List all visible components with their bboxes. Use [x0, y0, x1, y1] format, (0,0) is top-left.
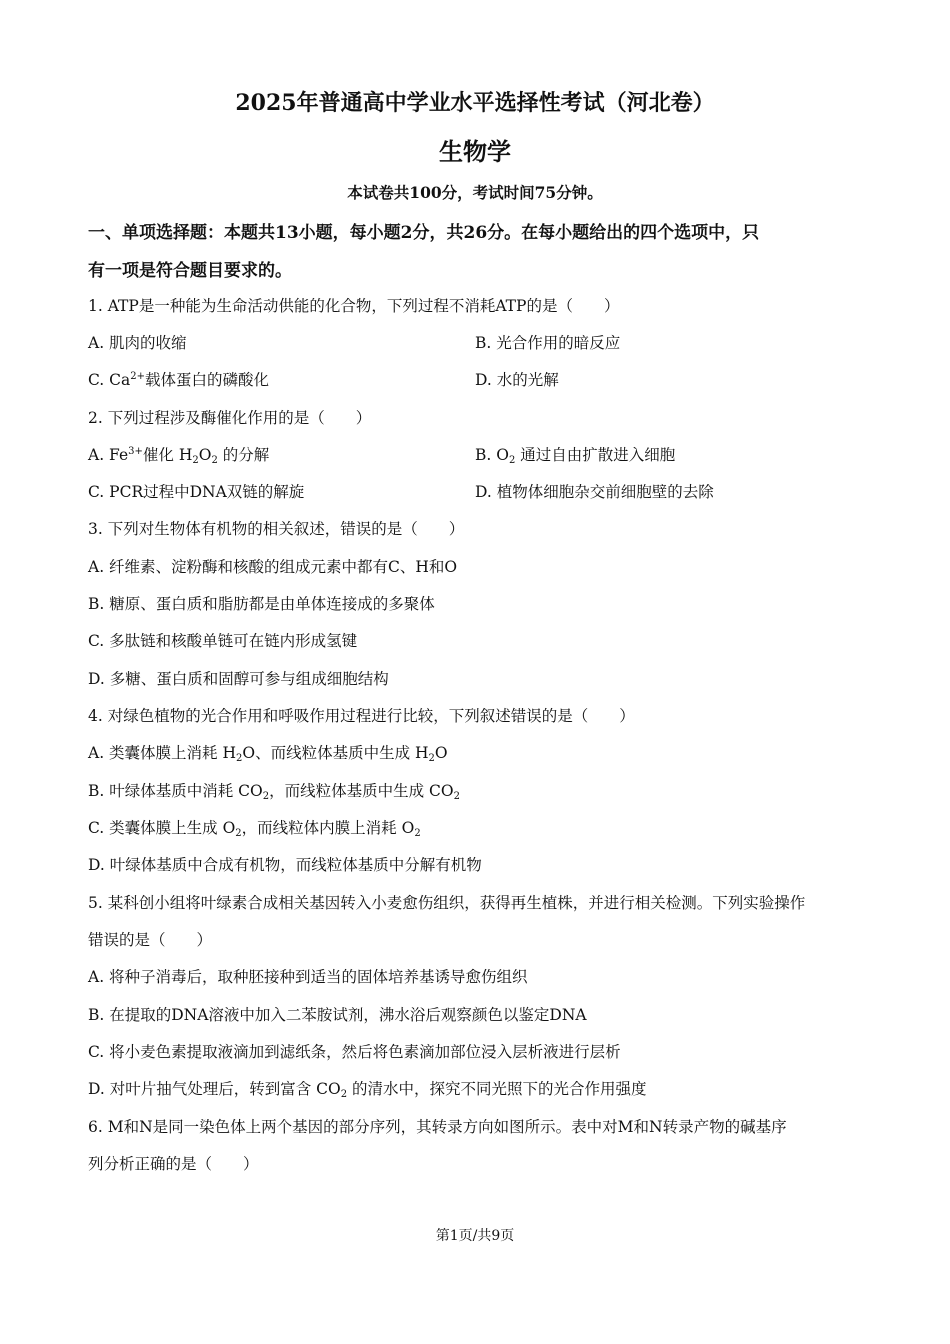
- q4-option-d: D. 叶绿体基质中合成有机物，而线粒体基质中分解有机物: [88, 856, 482, 874]
- q4-stem: 4. 对绿色植物的光合作用和呼吸作用过程进行比较，下列叙述错误的是（ ）: [88, 707, 635, 725]
- q3-stem: 3. 下列对生物体有机物的相关叙述，错误的是（ ）: [88, 520, 465, 538]
- exam-note: 本试卷共100分，考试时间75分钟。: [347, 183, 603, 202]
- subject-title: 生物学: [439, 137, 511, 166]
- q5-stem-line2: 错误的是（ ）: [88, 931, 213, 949]
- q6-stem-line2: 列分析正确的是（ ）: [88, 1155, 259, 1173]
- page-footer: 第1页/共9页: [435, 1228, 515, 1244]
- section-heading-line2: 有一项是符合题目要求的。: [88, 261, 292, 281]
- q4-option-a: A. 类囊体膜上消耗 $H_2O$、而线粒体基质中生成 $H_2O$: [88, 744, 448, 764]
- q2-option-a: A. $Fe^{3+}$催化 $H_2O_2$ 的分解: [88, 446, 270, 466]
- q1-option-b: B. 光合作用的暗反应: [475, 334, 621, 352]
- q2-option-b: B. $O_2$ 通过自由扩散进入细胞: [475, 446, 676, 466]
- q2-stem: 2. 下列过程涉及酶催化作用的是（ ）: [88, 409, 372, 427]
- exam-title: 2025年普通高中学业水平选择性考试（河北卷）: [235, 90, 715, 116]
- q3-option-c: C. 多肽链和核酸单链可在链内形成氢键: [88, 632, 358, 650]
- q6-stem-line1: 6. M和N是同一染色体上两个基因的部分序列，其转录方向如图所示。表中对M和N转录产物的碱基序: [88, 1118, 787, 1136]
- q1-stem: 1. ATP是一种能为生命活动供能的化合物，下列过程不消耗ATP的是（ ）: [88, 297, 620, 315]
- q5-option-d: D. 对叶片抽气处理后，转到富含 $CO_2$ 的清水中，探究不同光照下的光合作用强度: [88, 1080, 647, 1100]
- q3-option-d: D. 多糖、蛋白质和固醇可参与组成细胞结构: [88, 670, 389, 688]
- q2-option-d: D. 植物体细胞杂交前细胞壁的去除: [475, 483, 714, 501]
- q4-option-b: B. 叶绿体基质中消耗 $CO_2$，而线粒体基质中生成 $CO_2$: [88, 782, 460, 802]
- q5-stem-line1: 5. 某科创小组将叶绿素合成相关基因转入小麦愈伤组织，获得再生植株，并进行相关检测。下列实验操作: [88, 894, 806, 912]
- q4-option-c: C. 类囊体膜上生成 $O_2$，而线粒体内膜上消耗 $O_2$: [88, 819, 421, 839]
- q3-option-a: A. 纤维素、淀粉酶和核酸的组成元素中都有C、H和O: [88, 558, 458, 576]
- q2-option-c: C. PCR过程中DNA双链的解旋: [88, 483, 305, 501]
- q5-option-c: C. 将小麦色素提取液滴加到滤纸条，然后将色素滴加部位浸入层析液进行层析: [88, 1043, 621, 1061]
- q1-option-d: D. 水的光解: [475, 371, 559, 389]
- q3-option-b: B. 糖原、蛋白质和脂肪都是由单体连接成的多聚体: [88, 595, 435, 613]
- q5-option-a: A. 将种子消毒后，取种胚接种到适当的固体培养基诱导愈伤组织: [88, 968, 528, 986]
- q1-option-a: A. 肌肉的收缩: [88, 334, 187, 352]
- q1-option-c: C. $Ca^{2+}$载体蛋白的磷酸化: [88, 371, 270, 389]
- q5-option-b: B. 在提取的DNA溶液中加入二苯胺试剂，沸水浴后观察颜色以鉴定DNA: [88, 1006, 587, 1024]
- section-heading-line1: 一、单项选择题：本题共13小题，每小题2分，共26分。在每小题给出的四个选项中，只: [88, 223, 760, 243]
